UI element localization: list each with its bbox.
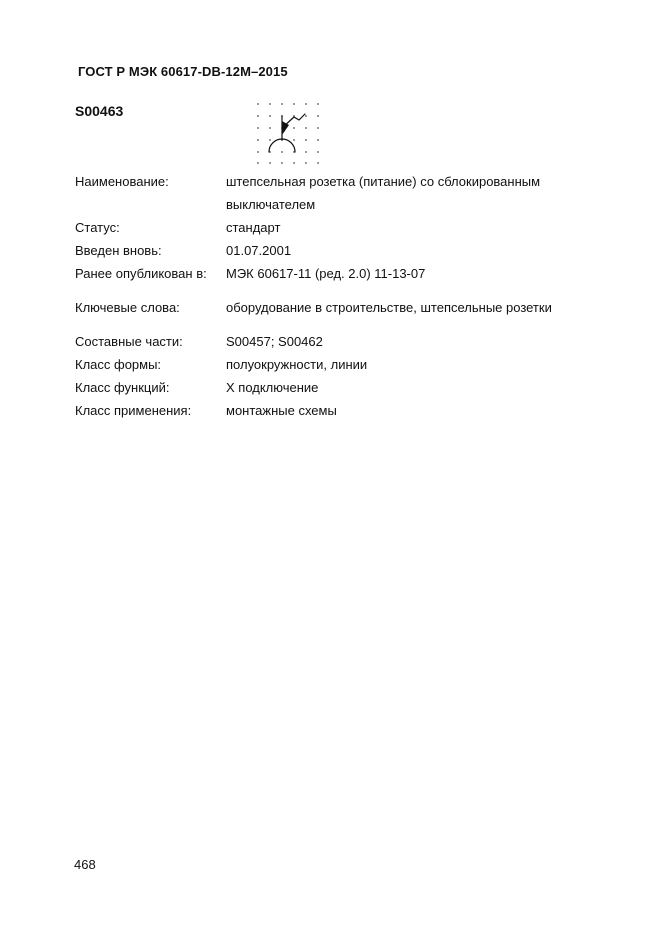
property-value: 01.07.2001 — [226, 243, 292, 258]
property-value: полуокружности, линии — [226, 357, 368, 372]
property-value: МЭК 60617-11 (ред. 2.0) 11-13-07 — [226, 266, 426, 281]
property-label: Составные части: — [75, 334, 183, 349]
property-label: Ранее опубликован в: — [75, 266, 207, 281]
grid-dots — [257, 103, 319, 164]
property-label: Ключевые слова: — [75, 300, 180, 315]
property-value: X подключение — [226, 380, 319, 395]
property-value: S00457; S00462 — [226, 334, 323, 349]
symbol-lines — [269, 114, 305, 152]
property-value: стандарт — [226, 220, 281, 235]
symbol-code: S00463 — [75, 103, 124, 119]
property-label: Введен вновь: — [75, 243, 162, 258]
property-value: оборудование в строительстве, штепсельные розетки — [226, 300, 552, 315]
property-label: Наименование: — [75, 174, 169, 189]
page-number: 468 — [74, 857, 96, 872]
document-header: ГОСТ Р МЭК 60617-DB-12M–2015 — [78, 64, 288, 79]
property-value: монтажные схемы — [226, 403, 337, 418]
property-label: Статус: — [75, 220, 120, 235]
property-label: Класс применения: — [75, 403, 192, 418]
property-label: Класс формы: — [75, 357, 162, 372]
property-label: Класс функций: — [75, 380, 170, 395]
property-value: штепсельная розетка (питание) со сблокированным выключателем — [226, 174, 541, 212]
socket-with-interlocked-switch-symbol — [252, 98, 324, 166]
